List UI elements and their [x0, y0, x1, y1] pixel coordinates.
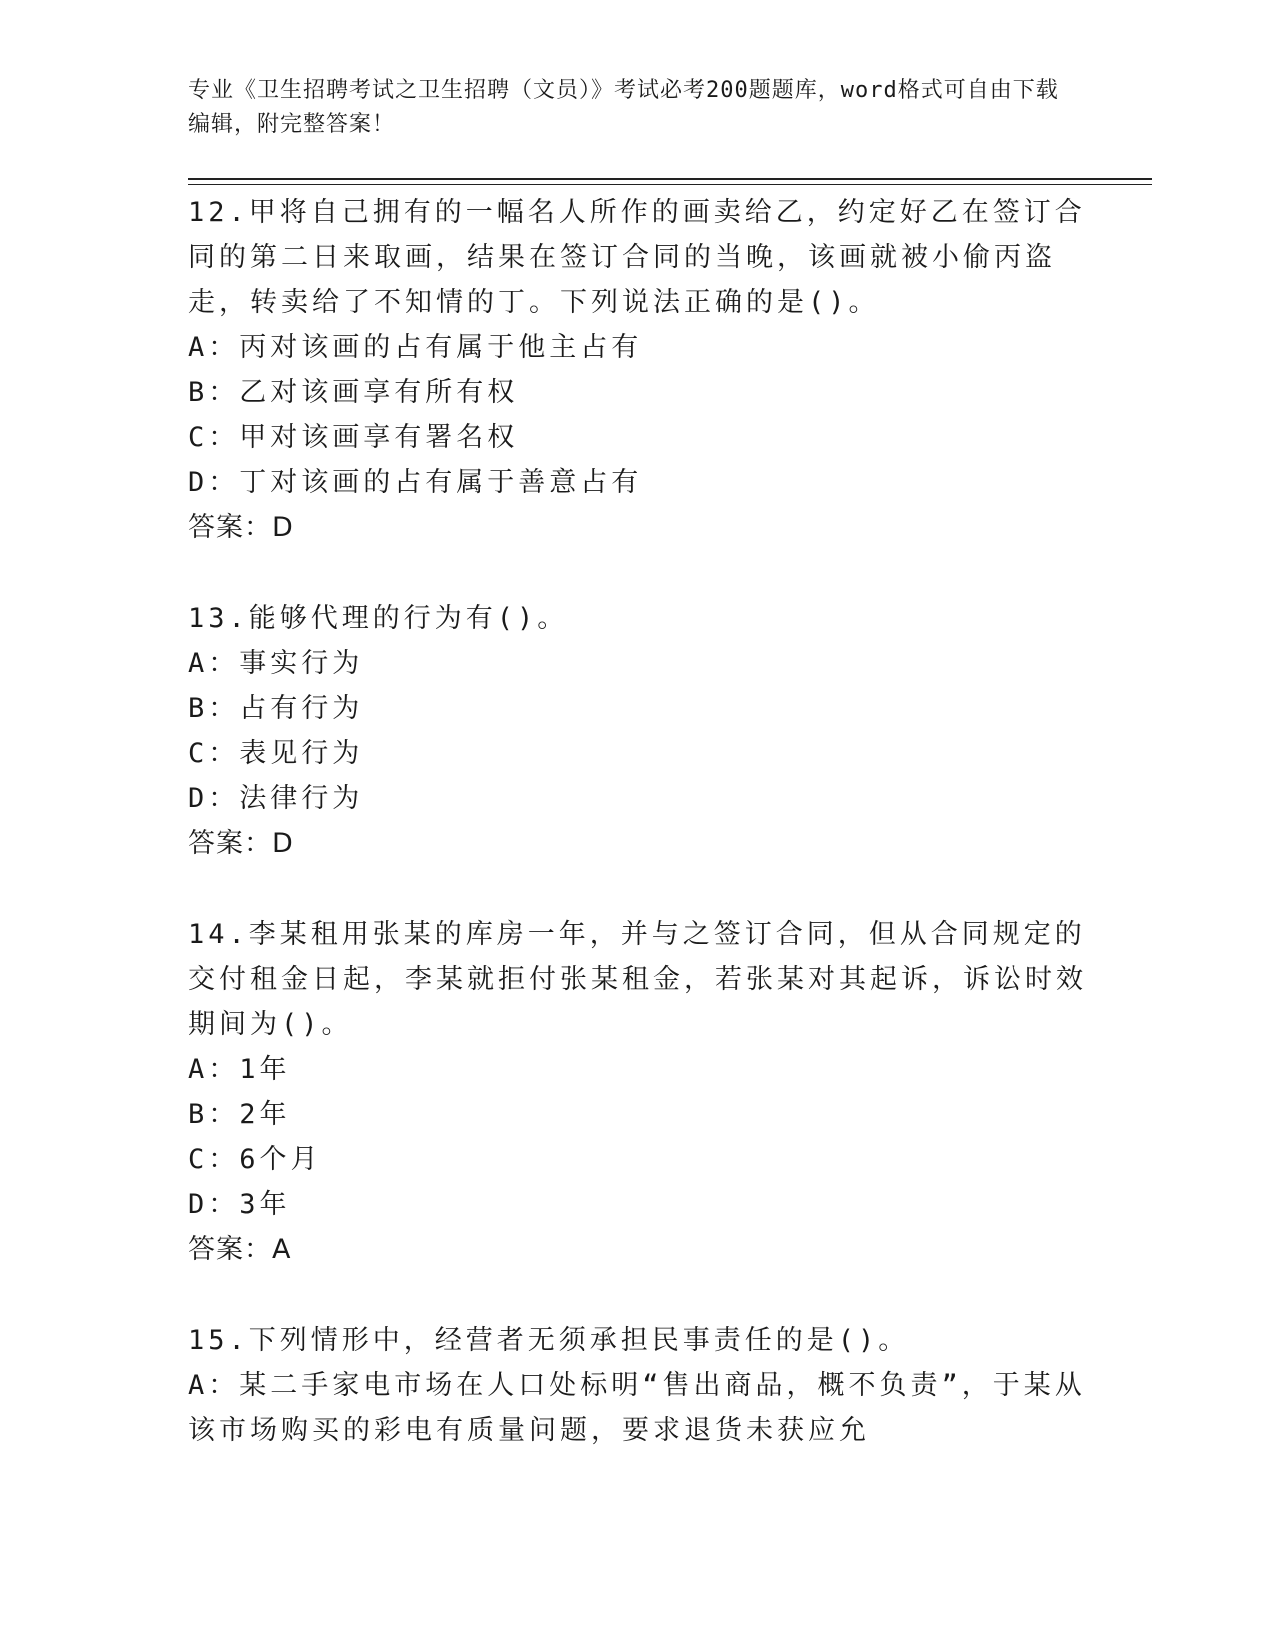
- question-13: [188, 596, 1088, 866]
- option-c: C：表见行为: [188, 738, 364, 769]
- question-12: [188, 190, 1088, 550]
- option-c: C：甲对该画享有署名权: [188, 422, 519, 453]
- answer-label: 答案：A: [188, 1234, 292, 1265]
- option-a: A：丙对该画的占有属于他主占有: [188, 332, 643, 363]
- question-list: [188, 190, 1088, 1499]
- option-b: B：占有行为: [188, 693, 364, 724]
- answer-label: 答案：D: [188, 512, 294, 543]
- question-stem: 14.李某租用张某的库房一年，并与之签订合同，但从合同规定的交付租金日起，李某就拒付张某租金，若张某对其起诉，诉讼时效期间为()。: [188, 919, 1087, 1040]
- option-a: A：1年: [188, 1054, 291, 1085]
- document-header: 专业《卫生招聘考试之卫生招聘（文员）》考试必考200题题库，word格式可自由下载编辑，附完整答案！: [188, 78, 1059, 137]
- header-divider-thin: [188, 184, 1152, 185]
- answer-label: 答案：D: [188, 828, 294, 859]
- option-c: C：6个月: [188, 1144, 322, 1175]
- question-14: [188, 912, 1088, 1272]
- question-stem: 13.能够代理的行为有()。: [188, 603, 569, 634]
- option-d: D：3年: [188, 1189, 291, 1220]
- option-b: B：乙对该画享有所有权: [188, 377, 519, 408]
- question-stem: 15.下列情形中，经营者无须承担民事责任的是()。: [188, 1325, 910, 1356]
- header-divider-thick: [188, 178, 1152, 180]
- question-stem: 12.甲将自己拥有的一幅名人所作的画卖给乙，约定好乙在签订合同的第二日来取画，结果在签订合同的当晚，该画就被小偷丙盗走，转卖给了不知情的丁。下列说法正确的是()。: [188, 197, 1086, 318]
- question-15: [188, 1318, 1088, 1453]
- option-d: D：丁对该画的占有属于善意占有: [188, 467, 643, 498]
- option-b: B：2年: [188, 1099, 291, 1130]
- option-a: A：事实行为: [188, 648, 364, 679]
- option-a: A：某二手家电市场在人口处标明“售出商品，概不负责”，于某从该市场购买的彩电有质量问题，要求退货未获应允: [188, 1370, 1086, 1446]
- option-d: D：法律行为: [188, 783, 364, 814]
